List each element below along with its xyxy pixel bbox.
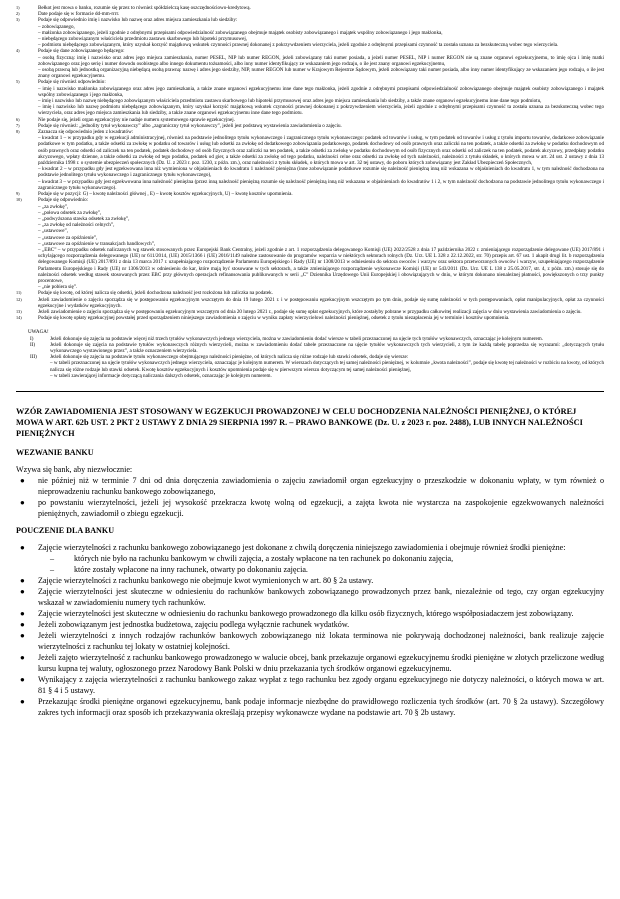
list-item [16, 497, 604, 519]
footnote-sub: – kwadrat 1 – w przypadku gdy w egzekucji administracyjnej, również na podstawie jednolitego tytułu wykonawczego i zagranicznego tytułu wykonawczego: podatek od towarów i usług, w tym podatek od towarów i usług z tytułu importu towarów, dodatkowe zobowiązanie podatkowe w tym podatku, a także odsetki za zwłokę w podatku od towarów i usług lub odsetki za zwłokę od dodatkowego zobowiązania podatkowego, podatek dochodowy od osób prawnych oraz zaliczki na ten podatek, a także odsetki za zwłokę w podatku dochodowym od osób prawnych oraz odsetki od zaliczek na ten podatek, podatek dochodowy od osób fizycznych oraz zaliczki na ten podatek, a także odsetki za zwłokę w podatku dochodowym od osób fizycznych oraz odsetki od zaliczek na ten podatek, podatek akcyzowy, przedpłaty podatku akcyzowego, wpłaty dzienne, a także odsetki za zwłokę od tego podatku, podatek od gier, a także odsetki za zwłokę od tego podatku, należności celne oraz odsetki za zwłokę od tych należności, należności z tytułu składek, o których mowa w art. 24 ust. 2 ustawy z dnia 13 października 1998 r. o systemie ubezpieczeń społecznych (Dz. U. z 2023 r. poz. 1230, z późn. zm.), oraz należności z tytułu składek, o których mowa w art. 32 tej ustawy, do poboru których zobowiązany jest Zakład Ubezpieczeń Społecznych, [38, 135, 604, 167]
footnote-sub: – małżonka zobowiązanego, jeżeli zgodnie z odrębnymi przepisami odpowiedzialność zobowiązanego obejmuje majątek osobisty zobowiązanego i majątek wspólny zobowiązanego i jego małżonka, [38, 29, 443, 36]
warning-section [16, 329, 604, 379]
footnote-sub: – „za zwłokę od należności celnych”, [38, 222, 115, 229]
footnote-text: Podaje się odpowiednio: [38, 197, 89, 204]
main-section [16, 406, 604, 718]
footnote-number: 1) [16, 5, 20, 10]
list-item-text: Wynikający z zajęcia wierzytelności z rachunku bankowego zakaz wypłat z tego rachunku bez zgody organu egzekucyjnego nie dotyczy należności, o których mowa w art. 81 § 4 i 5 ustawy. [38, 674, 604, 695]
bullet-icon: ● [20, 608, 25, 618]
footnote-sub: – „ustawowe za opóźnienie w transakcjach handlowych”, [38, 240, 156, 247]
list-item-text: Zajęcie wierzytelności z rachunku bankowego nie obejmuje kwot wymienionych w art. 80 § 2a ustawy. [38, 575, 374, 585]
warning-label: I) [30, 335, 34, 342]
footnote [16, 79, 604, 116]
footnote-number: 3) [16, 17, 20, 23]
footnote [16, 17, 604, 48]
footnote-sub: – „podwyższona stawka odsetek za zwłokę”, [38, 215, 130, 222]
sub-list-item-text: które zostały wpłacone na inny rachunek, otwarty po dokonaniu zajęcia. [74, 564, 308, 574]
footnote-sub: – zobowiązanego, [38, 23, 75, 30]
footnote-text: Date podaje się w formacie dd-mm-rrrr. [38, 11, 120, 18]
footnote-number: 4) [16, 48, 20, 54]
footnote-text: Podaje się również odpowiednio: [38, 79, 106, 86]
footnote-number: 10) [16, 197, 22, 203]
footnote-sub: – imię i nazwisko lub nazwę podmiotu niebędącego zobowiązanym, który uzyskał korzyść majątkową wskutek czynności prawnej dokonanej z pokrzywdzeniem wierzyciela, jeżeli zgodnie z odrębnymi przepisami czynność ta została uznana za bezskuteczną wobec tego wierzyciela, oraz adres jego miejsca zamieszkania lub siedziby, a także znane organowi egzekucyjnemu inne dane tego podmiotu. [38, 104, 604, 117]
section-title: WZÓR ZAWIADOMIENIA JEST STOSOWANY W EGZEKUCJI PROWADZONEJ W CELU DOCHODZENIA NALEŻNOŚCI PIENIĘŻNEJ, O KTÓREJ MOWA W ART. 62b UST. 2 PKT 2 USTAWY Z DNIA 29 SIERPNIA 1997 R. – PRAWO BANKOWE (Dz. U. z 2023 r. poz. 2488), LUB INNYCH NALEŻNOŚCI PIENIĘŻNYCH [16, 406, 583, 438]
wezwanie-intro: Wzywa się bank, aby niezwłocznie: [16, 464, 133, 474]
footnote-text: Podaje się w pozycji: G) – kwotę należności głównej , E) – kwotę kosztów egzekucyjnych, U) – kwotę kosztów upomnienia. [38, 191, 293, 198]
footnote-sub: – „nie pobiera się”. [38, 284, 78, 291]
list-item-text: Zajęcie wierzytelności jest skuteczne w odniesieniu do rachunku bankowego prowadzonego dla kilku osób fizycznych, którego współposiadaczem jest zobowiązany. [38, 608, 574, 618]
warning-text: Jeżeli dokonuje się zajęcia na podstawie więcej niż trzech tytułów wykonawczych jednego wierzyciela, można w zawiadomieniu dodać wiersze w tabeli przeznaczonej na ujęcie tych tytułów wykonawczych, oznaczając je kolejnym numerem. [50, 335, 544, 342]
list-item [16, 575, 604, 586]
footnote-sub: – „ustawowe za opóźnienie”, [38, 234, 98, 241]
footnote-sub: – osobą fizyczną: imię i nazwisko oraz adres jego miejsca zamieszkania, numer PESEL, NIP lub numer REGON, jeżeli zobowiązany taki numer posiada, a jeżeli numer PESEL, NIP i numer REGON nie są znane organowi egzekucyjnemu, to imię ojca i imię matki zobowiązanego oraz jego serię i numer dowodu osobistego albo innego dokumentu tożsamości, albo inny numer identyfikujący ze wskazaniem jego rodzaju, o ile jest znany organowi egzekucyjnemu, [38, 54, 604, 67]
bullet-icon: ● [20, 652, 25, 662]
footnote-number: 5) [16, 79, 20, 85]
footnote-sub: – „za zwłokę”, [38, 203, 69, 210]
list-item-text: Zajęcie wierzytelności z rachunku bankowego zobowiązanego jest dokonane z chwilą doręczenia niniejszego zawiadomienia i obejmuje również środki pieniężne: [38, 542, 566, 552]
footnote-number: 11) [16, 290, 22, 296]
footnote-text: Podaje się odpowiednio imię i nazwisko lub nazwę oraz adres miejsca zamieszkania lub siedziby: [38, 17, 238, 24]
pouczenie-heading: POUCZENIE DLA BANKU [16, 525, 115, 535]
list-item-text: Jeżeli wierzytelności z innych rodzajów rachunków bankowych zobowiązanego niż lokata terminowa nie pokrywają dochodzonej należności, bank realizuje zajęcie wierzytelności z rachunku tej lokaty w ostatniej kolejności. [38, 630, 604, 651]
warning-label: III) [30, 354, 37, 361]
bullet-icon: ● [20, 586, 25, 596]
footnote [16, 197, 604, 290]
warning-item [30, 342, 604, 354]
footnote-sub: – „połowa odsetek za zwłokę”, [38, 209, 102, 216]
bullet-icon: ● [20, 497, 25, 507]
list-item [16, 619, 604, 630]
footnote-sub: – imię i nazwisko lub nazwę niebędącego zobowiązanym właściciela przedmiotu zastawu skarbowego lub hipoteki przymusowej oraz adres jego miejsca zamieszkania lub siedziby, a także znane organowi egzekucyjnemu inne dane tego podmiotu, [38, 98, 542, 105]
wezwanie-heading: WEZWANIE BANKU [16, 447, 94, 457]
list-item-text: Przekazując środki pieniężne organowi egzekucyjnemu, bank podaje informacje niezbędne do prawidłowego rozliczenia tych środków (art. 70 § 2a ustawy). Szczegółowy zakres tych informacji oraz sposób ich przekazywania określają przepisy wykonawcze wydane na podstawie art. 70 § 2b ustawy. [38, 696, 604, 717]
divider [16, 391, 604, 392]
list-item-text: Zajęcie wierzytelności jest skuteczne w odniesieniu do rachunków bankowych zobowiązanego prowadzonych przez bank, niezależnie od tego, czy organ egzekucyjny wskazał w zawiadomieniu numery tych rachunków. [38, 586, 604, 607]
footnote-text: Nie podaje się, jeżeli organ egzekucyjny nie nadaje numeru systemowego sprawie egzekucyjnej. [38, 116, 235, 123]
list-item [16, 608, 604, 619]
footnote-number: 8) [16, 129, 20, 135]
footnote-sub: – kwadrat 3 – w przypadku gdy jest egzekwowana inna należność pieniężna (przez inną należność pieniężną rozumie się należność pieniężną inną niż wskazana w objaśnieniach do kwadratów 1 i 2, w tym należność dochodzona na podstawie jednolitego tytułu wykonawczego i zagranicznego tytułu wykonawczego). [38, 178, 604, 191]
bullet-icon: ● [20, 575, 25, 585]
warning-item [30, 354, 604, 379]
warning-sub: – w tabeli zawierającej informacje dotyczącą naliczania dalszych odsetek, oznaczając je kolejnym numerem. [50, 372, 272, 379]
bullet-icon: ● [20, 475, 25, 485]
footnote-sub: – imię i nazwisko małżonka zobowiązanego oraz adres jego zamieszkania, a także znane organowi egzekucyjnemu inne dane tego małżonka, jeżeli zgodnie z odrębnymi przepisami odpowiedzialność zobowiązanego obejmuje majątek osobisty zobowiązanego i majątek wspólny zobowiązanego i jego małżonka, [38, 85, 604, 98]
footnote-sub: – „ustawowe”, [38, 228, 68, 235]
bullet-icon: ● [20, 619, 25, 629]
warning-sub: – w tabeli przeznaczonej na ujęcie tytułów wykonawczych jednego wierzyciela, oznaczając je kolejnym numerem. W wierszach dotyczących tej samej należności pieniężnej, w kolumnie „kwota należności”, podaje się kwotę tej należności w rozbiciu na kwoty, od których nalicza się różne rodzaje lub stawki odsetek. Kwotę kosztów egzekucyjnych i kosztów upomnienia podaje się w pierwszym wierszu dotyczącym tej samej należności pieniężnej, [50, 360, 604, 373]
footnote [16, 48, 604, 79]
footnote [16, 129, 604, 191]
warning-text: Jeżeli dokonuje się zajęcia na podstawie tytułów wykonawczych różnych wierzycieli, można w zawiadomieniu dodać tabele przeznaczone na ujęcie tytułów wykonawczych tych wierzycieli, z tym że każdą tabelę poprzedza się wyrazami: „dotyczących tytułu wykonawczego wystawionego przez”, a także oznaczeniem wierzyciela. [50, 341, 604, 354]
list-item [16, 652, 604, 674]
footnote-text: Jeżeli zawiadomienie o zajęciu sporządza się w postępowaniu egzekucyjnym wszczętym do dnia 19 lutego 2021 r. i w postępowaniu egzekucyjnym wszczętym po tym dniu, podaje się sumę należności w tych postępowaniach, opłat manipulacyjnych, opłat za czynności egzekucyjne i wydatków egzekucyjnych. [38, 296, 604, 309]
footnote-sub: – podmiotu niebędącego zobowiązanym, który uzyskał korzyść majątkową wskutek czynności prawnej dokonanej z pokrzywdzeniem wierzyciela, jeżeli zgodnie z odrębnymi przepisami czynność ta została uznana za bezskuteczną wobec tego wierzyciela. [38, 42, 559, 49]
warning-text: Jeżeli dokonuje się zajęcia na podstawie tytułu wykonawczego obejmującego należności pieniężne, od których nalicza się różne rodzaje lub stawki odsetek, dodaje się wiersze: [50, 354, 409, 361]
list-item-text: Jeżeli zobowiązanym jest jednostka budżetowa, zajęciu podlega wyłącznie rachunek wydatków. [38, 619, 350, 629]
list-item [16, 674, 604, 696]
footnote-text: Podaje się kwotę, od której nalicza się odsetki, jeżeli dochodzona należność jest rozłożona lub zaliczka na podatek. [38, 290, 273, 297]
footnote-number: 13) [16, 308, 22, 314]
footnote [16, 297, 604, 309]
sub-list-item-text: których nie było na rachunku bankowym w chwili zajęcia, a zostały wpłacone na ten rachunek po dokonaniu zajęcia, [74, 553, 454, 563]
footnote-text: Bełkot jest mowa o banku, rozumie się przez to również spółdzielczą kasę oszczędnościowo-kredytową. [38, 5, 251, 11]
footnotes-section [16, 5, 604, 321]
footnote-text: Podaje się również: „jednolity tytuł wykonawczy” albo „zagraniczny tytuł wykonawczy”, jeżeli jest podstawą wystawienia zawiadomienia o zajęciu. [38, 122, 342, 129]
footnote-sub: – „EBC” – w przypadku odsetek naliczanych wg stawek stosowanych przez Europejski Bank Centralny, jeżeli zgodnie z art. 1 rozporządzenia delegowanego Komisji (UE) 2022/2528 z dnia 17 października 2022 r. zmieniającego rozporządzenie delegowane (UE) 2017/891 i uchylającego rozporządzenia delegowanego (UE) nr 611/2014, (UE) 2015/1366 i (UE) 2016/1149 należne zastosowanie do programów wsparcia w niektórych sektorach rolnych (Dz. Urz. UE L 328 z 22.12.2022, str. 70) przepis art. 67 ust. 1 akapit drugi lit. b rozporządzenia delegowanego Komisji (UE) 2017/891 z dnia 13 marca 2017 r. uzupełniającego rozporządzenie Parlamentu Europejskiego i Rady (UE) nr 1308/2013 w odniesieniu do sektora owoców i warzyw oraz sektora przetworzonych owoców i warzyw, uzupełniającego rozporządzenie Parlamentu Europejskiego i Rady (UE) nr 1306/2013 w odniesieniu do kar, które mają być stosowane w tych sektorach, a także zmieniającego rozporządzenie wykonawcze Komisji (UE) nr 543/2011 (Dz. Urz. UE L 138 z 25.05.2017, str. 4, z późn. zm.) stosuje się do należności odsetek według stawek stosowanych przez EBC przy głównych operacjach refinansowania publikowanych w serii „C” Dziennika Urzędowego Unii Europejskiej i obowiązujących w dniu, w którym dokonano nienależnej płatności, powiększonych o trzy punkty procentowe, [38, 246, 604, 284]
warning-label: II) [30, 341, 36, 348]
footnote-number: 9) [16, 191, 20, 197]
list-item [16, 696, 604, 718]
footnote-sub: – osobą prawną lub jednostką organizacyjną niebędącą osobą prawną: nazwę i adres jego siedziby, NIP, numer REGON lub numer w Krajowym Rejestrze Sądowym, jeżeli zobowiązany taki numer posiada, albo inny numer identyfikujący ze wskazaniem jego rodzaju, o ile jest znany organowi egzekucyjnemu. [38, 67, 604, 80]
bullet-icon: ● [20, 696, 25, 706]
footnote-text: Podaje się kwotę opłaty egzekucyjnej powstałej przed sporządzeniem niniejszego zawiadomienia o zajęciu w wyniku zapłaty wierzycielowi należności pieniężnej, odsetek z tytułu niezapłacenia jej w terminie i kosztów upomnienia. [38, 315, 510, 322]
footnote [16, 315, 604, 321]
warning-title: UWAGA! [28, 329, 49, 336]
footnote-text: Podaje się dane zobowiązanego będącego: [38, 48, 125, 55]
sub-list-item [38, 553, 604, 564]
list-item [16, 542, 604, 553]
footnote-text: Zaznacza się odpowiednio jeden z kwadratów: [38, 129, 134, 136]
bullet-icon: ● [20, 542, 25, 552]
footnote-sub: – niebędącego zobowiązanym właściciela przedmiotu zastawu skarbowego lub hipoteki przymusowej, [38, 36, 248, 43]
bullet-icon: ● [20, 674, 25, 684]
list-item [16, 586, 604, 608]
list-item [16, 475, 604, 497]
dash-icon: – [50, 564, 55, 574]
list-item-text: Jeżeli zajęto wierzytelność z rachunku bankowego prowadzonego w walucie obcej, bank przekazuje organowi egzekucyjnemu środki pieniężne w złotych przeliczone według kursu kupna tej waluty, ogłoszonego przez Narodowy Bank Polski w dniu przekazania tych środków organowi egzekucyjnemu. [38, 652, 604, 673]
list-item [16, 630, 604, 652]
footnote-number: 12) [16, 296, 22, 302]
footnote-text: Jeżeli zawiadomienie o zajęciu sporządza się w postępowaniu egzekucyjnym wszczętym od dnia 20 lutego 2021 r., podaje się sumę opłat egzekucyjnych, które zostałyby pobrane w przypadku całkowitej realizacji zajęcia w dniu wystawienia zawiadomienia o zajęciu. [38, 308, 582, 315]
dash-icon: – [50, 553, 55, 563]
footnote-number: 7) [16, 122, 20, 128]
footnote-sub: – kwadrat 2 – w przypadku gdy jest egzekwowana inna niż wymieniona w objaśnieniach do kwadratu 1 należność pieniężna (inne zobowiązanie podatkowe rozumie się należność pieniężną inną niż wskazana w objaśnieniach do kwadratu 1, w tym należność dochodzona na podstawie jednolitego tytułu wykonawczego i zagranicznego tytułu wykonawczego), [38, 166, 604, 179]
footnote-number: 6) [16, 116, 20, 122]
list-item-text: po powstaniu wierzytelności, jeżeli jej wysokość przekracza kwotę wolną od egzekucji, a zajęta kwota nie wystarcza na zaspokojenie egzekwowanych należności pieniężnych, zawiadomił o zbiegu egzekucji. [38, 497, 604, 518]
footnote-number: 14) [16, 315, 22, 321]
bullet-icon: ● [20, 630, 25, 640]
sub-list-item [38, 564, 604, 575]
list-item-text: nie później niż w terminie 7 dni od dnia doręczenia zawiadomienia o zajęciu zawiadomił organ egzekucyjny o przeszkodzie w dokonaniu wpłaty, w tym również o nieprowadzeniu rachunku bankowego zobowiązanego, [38, 475, 604, 496]
footnote-number: 2) [16, 11, 20, 17]
